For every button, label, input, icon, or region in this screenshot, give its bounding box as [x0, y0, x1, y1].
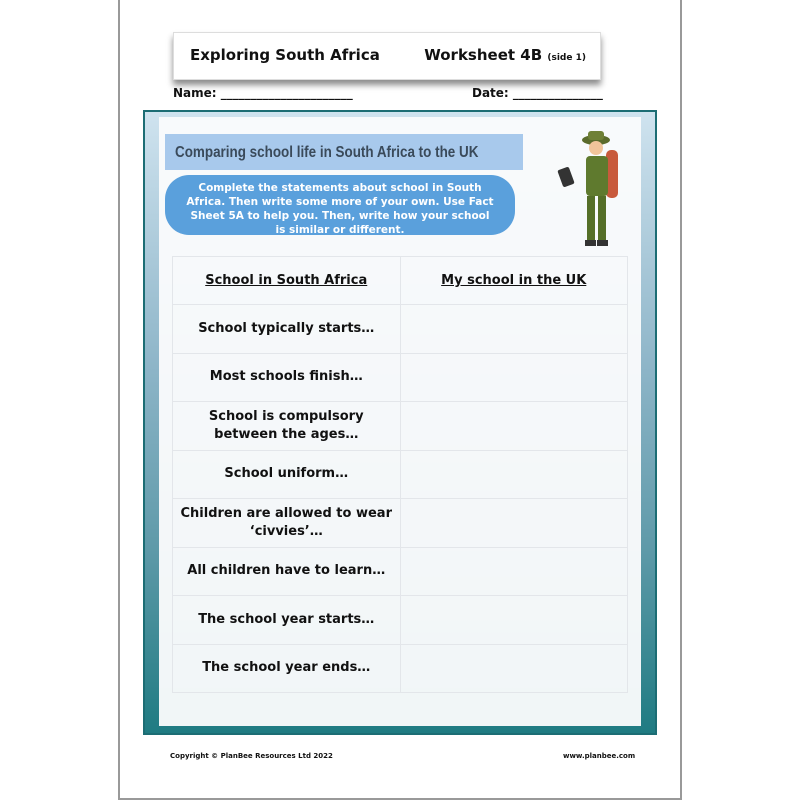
website-link[interactable]: www.planbee.com — [563, 752, 636, 760]
statement-cell: All children have to learn… — [173, 547, 401, 596]
statement-cell: Children are allowed to wear ‘civvies’… — [173, 499, 401, 548]
table-row — [173, 499, 628, 548]
table-row — [173, 353, 628, 402]
statement-cell: The school year ends… — [173, 644, 401, 693]
column-header-south-africa: School in South Africa — [173, 257, 401, 305]
answer-cell[interactable] — [400, 499, 628, 548]
table-row — [173, 596, 628, 645]
answer-cell[interactable] — [400, 305, 628, 354]
answer-cell[interactable] — [400, 596, 628, 645]
statement-cell: School uniform… — [173, 450, 401, 499]
table-row — [173, 305, 628, 354]
worksheet-label: Worksheet 4B — [424, 46, 543, 64]
table-row — [173, 547, 628, 596]
instruction-bubble: Complete the statements about school in South Africa. Then write some more of your own. Use Fact Sheet 5A to help you. Then, write how your school is similar or different. — [165, 175, 515, 235]
date-field[interactable]: Date: _______________ — [472, 86, 603, 100]
statement-cell: Most schools finish… — [173, 353, 401, 402]
table-row — [173, 450, 628, 499]
statement-cell: The school year starts… — [173, 596, 401, 645]
worksheet-number — [424, 46, 586, 64]
answer-cell[interactable] — [400, 402, 628, 451]
answer-cell[interactable] — [400, 353, 628, 402]
table-row — [173, 402, 628, 451]
column-header-uk: My school in the UK — [400, 257, 628, 305]
name-field[interactable]: Name: ______________________ — [173, 86, 353, 100]
activity-heading-bar — [165, 134, 523, 170]
table-row — [173, 644, 628, 693]
answer-cell[interactable] — [400, 450, 628, 499]
activity-heading: Comparing school life in South Africa to the UK — [175, 144, 479, 161]
answer-cell[interactable] — [400, 547, 628, 596]
answer-cell[interactable] — [400, 644, 628, 693]
statement-cell: School typically starts… — [173, 305, 401, 354]
comparison-table — [172, 256, 628, 693]
worksheet-title: Exploring South Africa — [190, 46, 380, 64]
title-bar — [173, 32, 601, 80]
explorer-illustration — [556, 128, 626, 250]
copyright-text: Copyright © PlanBee Resources Ltd 2022 — [170, 752, 333, 760]
statement-cell: School is compulsory between the ages… — [173, 402, 401, 451]
worksheet-side: (side 1) — [547, 53, 586, 63]
